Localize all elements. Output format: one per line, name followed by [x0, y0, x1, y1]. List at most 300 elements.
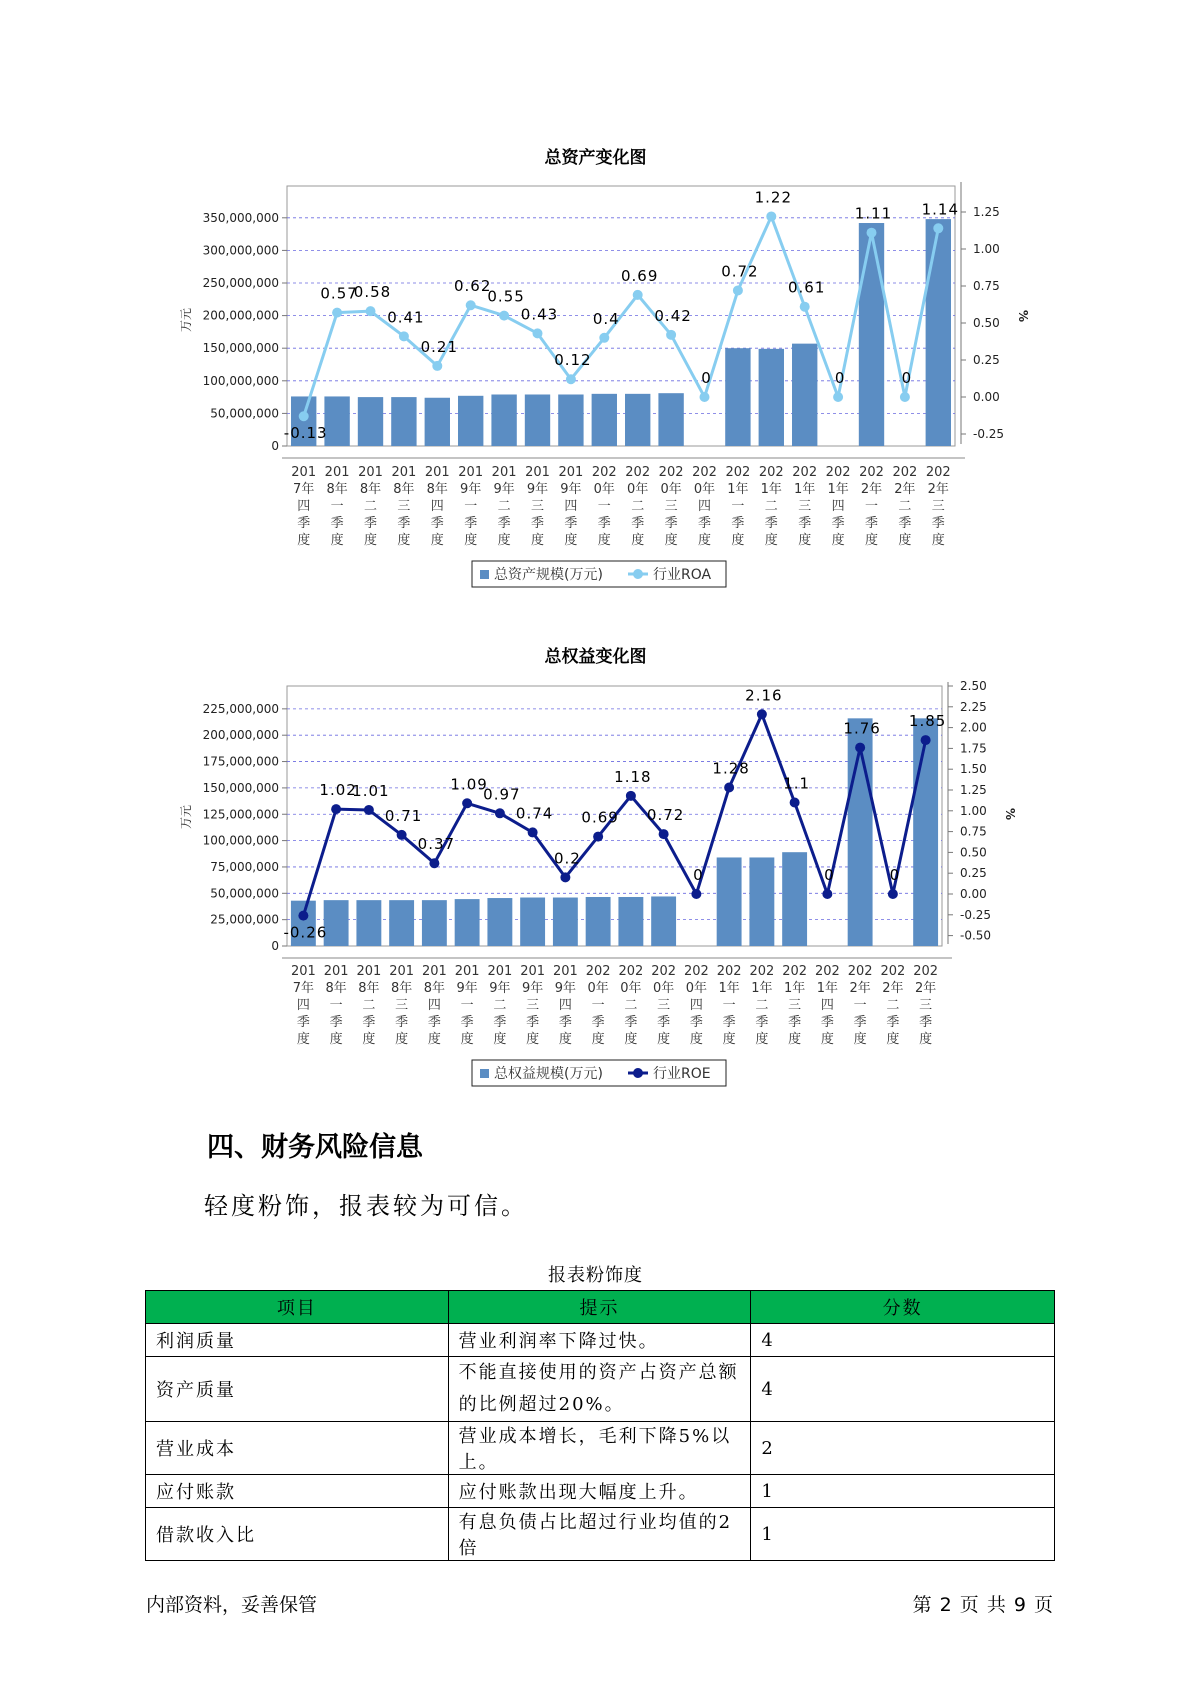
risk-table: [145, 1290, 1055, 1561]
category-label: 202: [825, 465, 851, 480]
category-label: 一: [731, 499, 745, 514]
left-tick-label: 150,000,000: [202, 780, 279, 795]
right-tick-label: 1.00: [960, 803, 987, 818]
right-tick-label: 2.25: [960, 699, 987, 714]
category-label: 一: [597, 499, 611, 514]
category-label: 三: [397, 499, 411, 514]
category-label: 四: [430, 499, 444, 514]
line-data-label: 0.55: [487, 287, 525, 306]
category-label: 9年: [460, 482, 482, 497]
category-label: 度: [558, 1032, 572, 1047]
left-tick-label: 50,000,000: [210, 406, 279, 421]
category-label: 202: [585, 964, 611, 979]
left-tick-label: 125,000,000: [202, 807, 279, 822]
category-label: 度: [460, 1032, 474, 1047]
category-label: 1年: [827, 482, 849, 497]
line-data-label: 0.21: [420, 337, 459, 356]
category-label: 四: [697, 499, 712, 514]
line-data-label: 0.61: [787, 278, 826, 297]
category-label: 8年: [358, 981, 380, 996]
right-tick-label: -0.25: [973, 427, 1005, 441]
category-label: 8年: [393, 482, 415, 497]
row-score: 4: [751, 1357, 1055, 1422]
right-tick-label: 2.50: [960, 679, 987, 693]
category-label: 8年: [359, 482, 382, 497]
bar: [618, 897, 643, 946]
category-label: 201: [421, 964, 447, 979]
category-label: 二: [764, 499, 778, 514]
category-label: 度: [591, 1032, 605, 1047]
line-data-label: 0.74: [515, 804, 554, 823]
category-label: 201: [558, 465, 584, 480]
category-label: 季: [689, 1015, 703, 1030]
line-data-label: 1.22: [754, 188, 793, 207]
category-label: 四: [564, 499, 578, 514]
category-label: 1年: [783, 981, 806, 996]
line-point: [593, 832, 603, 842]
category-label: 201: [487, 964, 513, 979]
category-label: 度: [297, 533, 311, 548]
category-label: 三: [664, 499, 678, 514]
bar: [913, 718, 938, 946]
category-label: 度: [788, 1032, 802, 1047]
category-label: 9年: [521, 981, 544, 996]
table-row: [146, 1357, 1055, 1422]
section-summary: 轻度粉饰，报表较为可信。: [204, 1192, 528, 1220]
line-data-label: 0.2: [553, 849, 581, 868]
category-label: 201: [491, 465, 517, 480]
category-label: 度: [427, 1032, 441, 1047]
line-data-label: 0.4: [592, 309, 620, 328]
category-label: 季: [931, 516, 945, 531]
category-label: 202: [925, 465, 951, 480]
category-label: 一: [853, 998, 867, 1013]
category-label: 二: [493, 998, 507, 1013]
category-label: 季: [853, 1015, 867, 1030]
right-tick-label: 1.25: [960, 783, 987, 797]
category-label: 8年: [423, 981, 446, 996]
right-tick-label: 0.75: [960, 824, 987, 839]
category-label: 三: [657, 998, 671, 1013]
category-label: 季: [296, 1015, 310, 1030]
category-label: 季: [530, 516, 545, 531]
category-label: 季: [657, 1015, 671, 1030]
category-label: 度: [526, 1032, 540, 1047]
bar: [324, 900, 349, 946]
line-point: [397, 830, 407, 840]
category-label: 202: [913, 964, 939, 979]
category-label: 201: [552, 964, 578, 979]
category-label: 度: [831, 533, 845, 548]
left-tick-label: 225,000,000: [202, 701, 279, 716]
category-label: 季: [363, 516, 378, 531]
line-data-label: 0.41: [387, 308, 425, 327]
chart-title-equity: 总权益变化图: [544, 647, 647, 667]
category-label: 9年: [489, 981, 511, 996]
line-data-label: 0: [901, 369, 913, 387]
line-data-label: 1.28: [712, 759, 750, 778]
category-label: 季: [493, 1015, 507, 1030]
category-label: 季: [330, 516, 344, 531]
category-label: 季: [820, 1015, 834, 1030]
category-label: 度: [564, 533, 578, 548]
category-label: 度: [919, 1032, 933, 1047]
category-label: 202: [880, 964, 906, 979]
category-label: 季: [362, 1015, 376, 1030]
category-label: 0年: [627, 482, 649, 497]
category-label: 2年: [894, 482, 916, 497]
bar: [651, 896, 676, 946]
category-label: 季: [395, 1015, 409, 1030]
category-label: 季: [497, 516, 511, 531]
left-tick-label: 50,000,000: [210, 886, 279, 901]
category-label: 度: [530, 533, 545, 548]
category-label: 201: [324, 465, 350, 480]
category-label: 0年: [587, 981, 609, 996]
category-label: 201: [290, 964, 316, 979]
category-label: 201: [358, 465, 383, 480]
category-label: 202: [814, 964, 840, 979]
line-data-label: 0.58: [353, 283, 392, 302]
line-data-label: 0: [693, 866, 704, 884]
category-label: 202: [683, 964, 709, 979]
category-label: 一: [460, 998, 474, 1013]
category-label: 度: [798, 533, 812, 548]
line-point: [298, 911, 308, 921]
line-point: [691, 889, 701, 899]
line-data-label: 0: [701, 369, 712, 387]
category-label: 202: [749, 964, 775, 979]
category-label: 202: [782, 964, 808, 979]
line-point: [331, 804, 341, 814]
category-label: 0年: [685, 981, 708, 996]
category-label: 季: [864, 516, 879, 531]
category-label: 202: [792, 465, 818, 480]
category-label: 三: [931, 499, 945, 514]
category-label: 度: [464, 533, 478, 548]
category-label: 1年: [727, 482, 749, 497]
category-label: 度: [363, 533, 378, 548]
category-label: 季: [526, 1015, 540, 1030]
category-label: 一: [330, 499, 344, 514]
line-data-label: 0: [889, 866, 901, 884]
y-axis-title: 万元: [179, 307, 193, 333]
category-label: 9年: [493, 482, 515, 497]
category-label: 201: [291, 465, 317, 480]
row-item: 应付账款: [146, 1475, 449, 1508]
line-data-label: 0.72: [646, 806, 685, 825]
line-data-label: 0.71: [384, 806, 423, 825]
category-label: 9年: [456, 981, 478, 996]
category-label: 201: [356, 964, 382, 979]
row-item: 借款收入比: [146, 1508, 449, 1561]
category-label: 度: [296, 1032, 310, 1047]
category-label: 2年: [849, 981, 871, 996]
category-label: 度: [931, 533, 945, 548]
category-label: 季: [297, 516, 311, 531]
category-label: 四: [296, 998, 310, 1013]
category-label: 季: [919, 1015, 933, 1030]
legend-line-label: 行业ROA: [653, 567, 712, 583]
category-label: 202: [618, 964, 644, 979]
line-point: [659, 829, 669, 839]
line-point: [462, 798, 472, 808]
line-data-label: 0.62: [453, 277, 492, 296]
right-tick-label: 1.75: [960, 741, 987, 756]
legend-bar-swatch: [480, 1069, 489, 1078]
bar: [520, 898, 545, 946]
line-point: [560, 872, 570, 882]
right-tick-label: 0.00: [973, 390, 1000, 404]
footer-page-number: 第 2 页 共 9 页: [912, 1594, 1054, 1616]
line-data-label: 1.76: [843, 719, 881, 738]
category-label: 季: [558, 1015, 572, 1030]
line-point: [921, 735, 931, 745]
category-label: 202: [859, 465, 884, 480]
category-label: 季: [798, 516, 812, 531]
bar: [455, 899, 480, 946]
category-label: 一: [722, 998, 736, 1013]
footer-confidential: 内部资料，妥善保管: [146, 1594, 318, 1616]
header-item: 项目: [146, 1291, 449, 1324]
right-tick-label: 2.00: [960, 720, 987, 735]
line-data-label: 0.37: [417, 835, 456, 854]
row-item: 资产质量: [146, 1357, 449, 1422]
category-label: 202: [591, 465, 617, 480]
category-label: 9年: [554, 981, 577, 996]
category-label: 度: [755, 1032, 769, 1047]
category-label: 0年: [660, 482, 682, 497]
left-tick-label: 100,000,000: [202, 373, 279, 388]
category-label: 度: [330, 533, 344, 548]
category-label: 1年: [794, 482, 816, 497]
line-point: [528, 827, 538, 837]
category-label: 0年: [620, 981, 642, 996]
category-label: 一: [464, 499, 478, 514]
category-label: 季: [430, 516, 444, 531]
right-tick-label: -0.25: [960, 907, 992, 922]
category-label: 9年: [560, 482, 582, 497]
category-label: 季: [788, 1015, 802, 1030]
line-data-label: 0.57: [320, 284, 358, 303]
left-tick-label: 0: [271, 439, 279, 453]
table-caption: 报表粉饰度: [548, 1265, 643, 1286]
category-label: 四: [689, 998, 703, 1013]
line-point: [888, 889, 898, 899]
category-label: 一: [864, 499, 879, 514]
category-label: 201: [424, 465, 450, 480]
category-label: 0年: [652, 981, 675, 996]
category-label: 一: [591, 998, 605, 1013]
category-label: 7年: [293, 482, 315, 497]
category-label: 201: [454, 964, 480, 979]
line-data-label: 1.09: [450, 775, 488, 794]
table-row: [146, 1508, 1055, 1561]
right-tick-label: -0.50: [960, 928, 992, 943]
line-data-label: 1.11: [854, 204, 893, 223]
category-label: 1年: [751, 981, 773, 996]
category-label: 季: [464, 516, 478, 531]
category-label: 度: [886, 1032, 900, 1047]
bar: [782, 852, 807, 946]
bar: [749, 857, 774, 946]
category-label: 二: [624, 998, 638, 1013]
legend-line-marker: [633, 1068, 643, 1078]
category-label: 季: [755, 1015, 769, 1030]
line-data-label: 0: [824, 866, 835, 884]
right-tick-label: 1.00: [973, 242, 1000, 256]
category-label: 201: [391, 465, 417, 480]
right-tick-label: 0.25: [973, 353, 1000, 367]
left-tick-label: 200,000,000: [202, 728, 279, 743]
left-tick-label: 25,000,000: [210, 912, 279, 927]
category-label: 7年: [292, 981, 315, 996]
legend-bar-label: 总权益规模(万元): [494, 1066, 603, 1082]
category-label: 二: [631, 499, 645, 514]
row-hint: 营业利润率下降过快。: [448, 1324, 751, 1357]
category-label: 三: [788, 998, 802, 1013]
category-label: 202: [651, 964, 677, 979]
bar: [389, 900, 414, 946]
table-row: [146, 1475, 1055, 1508]
category-label: 8年: [325, 981, 347, 996]
category-label: 二: [886, 998, 900, 1013]
category-label: 度: [631, 533, 645, 548]
category-label: 度: [731, 533, 745, 548]
line-point: [822, 889, 832, 899]
category-label: 2年: [914, 981, 937, 996]
table-row: [146, 1324, 1055, 1357]
row-item: 营业成本: [146, 1422, 449, 1475]
category-label: 季: [624, 1015, 638, 1030]
y2-axis-title: %: [1003, 807, 1017, 821]
right-tick-label: 0.50: [973, 316, 1000, 330]
line-data-label: 0.69: [581, 808, 619, 827]
right-tick-label: 1.25: [973, 205, 1000, 219]
row-score: 2: [751, 1422, 1055, 1475]
category-label: 度: [864, 533, 879, 548]
category-label: 202: [892, 465, 918, 480]
right-tick-label: 1.50: [960, 762, 987, 777]
line-data-label: -0.26: [283, 923, 328, 942]
category-label: 三: [798, 499, 812, 514]
right-tick-label: 0.00: [960, 887, 987, 901]
category-label: 度: [689, 1032, 703, 1047]
category-label: 一: [329, 998, 343, 1013]
row-hint: 不能直接使用的资产占资产总额的比例超过20%。: [448, 1357, 751, 1422]
category-label: 二: [497, 499, 511, 514]
category-label: 度: [624, 1032, 638, 1047]
category-label: 季: [764, 516, 778, 531]
category-label: 三: [919, 998, 933, 1013]
category-label: 度: [820, 1032, 834, 1047]
left-tick-label: 175,000,000: [202, 754, 279, 769]
section-heading: 四、财务风险信息: [207, 1132, 423, 1163]
bar: [586, 897, 611, 946]
category-label: 202: [692, 465, 717, 480]
category-label: 二: [363, 499, 378, 514]
header-score: 分数: [751, 1291, 1055, 1324]
row-item: 利润质量: [146, 1324, 449, 1357]
category-label: 季: [898, 516, 912, 531]
category-label: 0年: [593, 482, 615, 497]
category-label: 季: [597, 516, 611, 531]
bar: [487, 898, 512, 946]
category-label: 201: [323, 964, 349, 979]
category-label: 0年: [693, 482, 716, 497]
right-tick-label: 0.50: [960, 845, 987, 860]
table-row: [146, 1422, 1055, 1475]
category-label: 1年: [760, 482, 782, 497]
category-label: 季: [886, 1015, 900, 1030]
category-label: 度: [430, 533, 444, 548]
category-label: 度: [362, 1032, 376, 1047]
line-data-label: -0.13: [283, 424, 328, 443]
category-label: 9年: [526, 482, 549, 497]
row-score: 4: [751, 1324, 1055, 1357]
category-label: 季: [427, 1015, 441, 1030]
line-data-label: 0: [834, 369, 846, 387]
row-hint: 营业成本增长，毛利下降5%以上。: [448, 1422, 751, 1475]
category-label: 二: [362, 998, 376, 1013]
line-point: [757, 709, 767, 719]
left-tick-label: 250,000,000: [202, 276, 279, 290]
line-data-label: 1.1: [783, 774, 811, 793]
category-label: 季: [831, 516, 845, 531]
right-tick-label: 0.75: [973, 279, 1000, 293]
line-data-label: 0.43: [520, 305, 559, 324]
line-data-label: 0.12: [554, 351, 592, 370]
right-tick-label: 0.25: [960, 866, 987, 881]
category-label: 201: [389, 964, 415, 979]
category-label: 季: [564, 516, 578, 531]
category-label: 度: [597, 533, 611, 548]
line-point: [724, 783, 734, 793]
left-tick-label: 300,000,000: [202, 243, 279, 258]
category-label: 8年: [326, 482, 348, 497]
category-label: 202: [716, 964, 742, 979]
category-label: 季: [631, 516, 645, 531]
bar: [356, 900, 381, 946]
category-label: 季: [460, 1015, 474, 1030]
line-point: [429, 858, 439, 868]
category-label: 度: [497, 533, 511, 548]
category-label: 201: [520, 964, 546, 979]
category-label: 2年: [927, 482, 949, 497]
category-label: 三: [395, 998, 409, 1013]
category-label: 201: [525, 465, 550, 480]
category-label: 度: [697, 533, 712, 548]
category-label: 四: [820, 998, 834, 1013]
line-data-label: 1.01: [352, 781, 390, 800]
category-label: 8年: [390, 981, 413, 996]
legend-bar-label: 总资产规模(万元): [494, 567, 603, 583]
y-axis-title: 万元: [179, 804, 193, 830]
line-point: [855, 743, 865, 753]
line-data-label: 0.72: [721, 262, 759, 281]
line-data-label: 1.85: [908, 712, 947, 731]
left-tick-label: 150,000,000: [202, 341, 279, 356]
left-tick-label: 350,000,000: [202, 210, 279, 225]
category-label: 四: [297, 499, 311, 514]
bar: [422, 900, 447, 946]
left-tick-label: 200,000,000: [202, 308, 279, 323]
category-label: 202: [758, 465, 784, 480]
left-tick-label: 100,000,000: [202, 833, 279, 848]
line-data-label: 1.14: [921, 200, 960, 219]
category-label: 度: [764, 533, 778, 548]
line-data-label: 1.02: [319, 781, 357, 800]
